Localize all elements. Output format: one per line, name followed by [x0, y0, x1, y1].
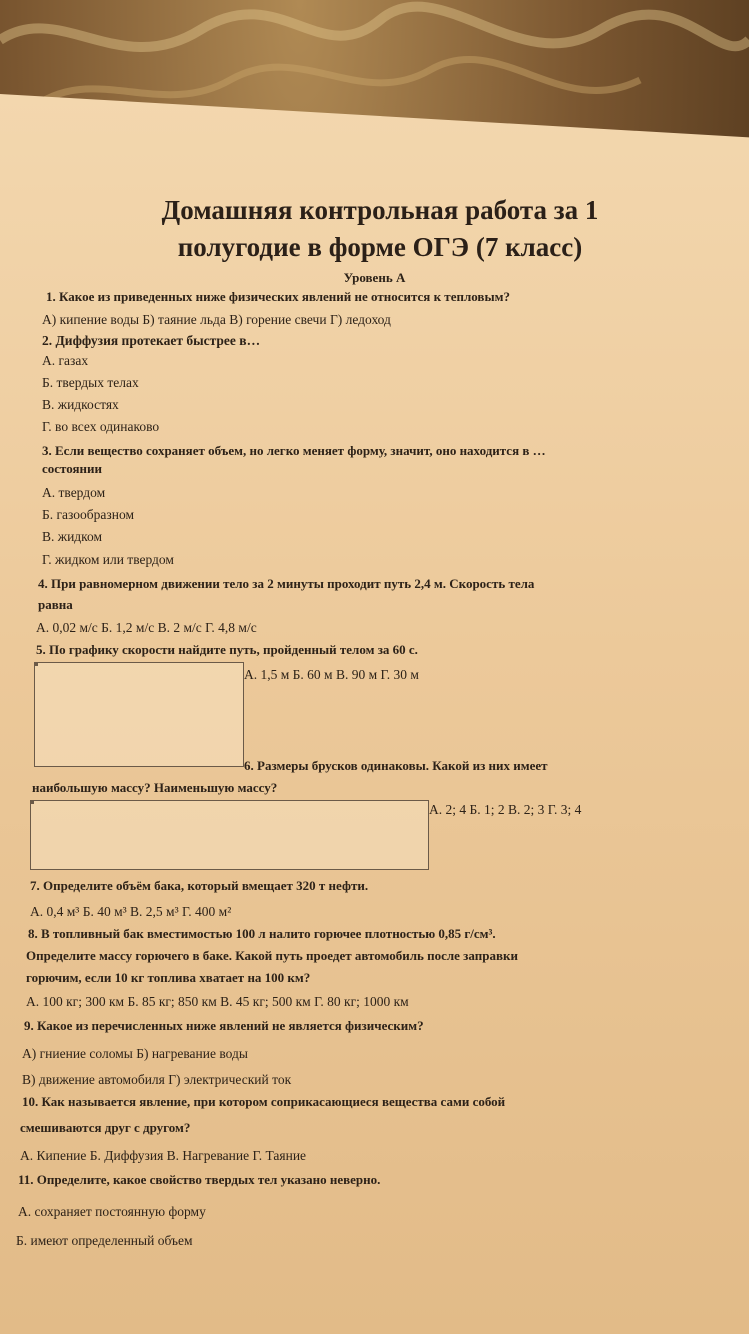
question-6-options: А. 2; 4 Б. 1; 2 В. 2; 3 Г. 3; 4 — [429, 802, 582, 817]
question-4-line1: 4. При равномерном движении тело за 2 минуты проходит путь 2,4 м. Скорость тела — [38, 576, 535, 591]
question-10-line2: смешиваются друг с другом? — [20, 1120, 191, 1135]
question-2-option-d: Г. во всех одинаково — [42, 419, 160, 434]
level-heading: Уровень А — [343, 270, 406, 285]
question-3-option-d: Г. жидком или твердом — [42, 552, 174, 567]
question-3-option-c: В. жидком — [42, 529, 103, 544]
question-11-option-b: Б. имеют определенный объем — [16, 1233, 193, 1248]
page-title-line1: Домашняя контрольная работа за 1 — [161, 195, 599, 225]
question-3-line1: 3. Если вещество сохраняет объем, но легко меняет форму, значит, оно находится в … — [42, 443, 546, 458]
question-1-options: А) кипение воды Б) таяние льда В) горение свечи Г) ледоход — [42, 312, 391, 327]
question-2: 2. Диффузия протекает быстрее в… — [42, 333, 261, 348]
image-anchor-marker — [34, 662, 38, 666]
question-9-options-line2: В) движение автомобиля Г) электрический ток — [22, 1072, 292, 1087]
question-6-line2: наибольшую массу? Наименьшую массу? — [32, 780, 278, 795]
question-8-line1: 8. В топливный бак вместимостью 100 л налито горючее плотностью 0,85 г/см³. — [28, 926, 496, 941]
question-2-option-b: Б. твердых телах — [42, 375, 139, 390]
question-7: 7. Определите объём бака, который вмещает 320 т нефти. — [30, 878, 369, 893]
question-11: 11. Определите, какое свойство твердых тел указано неверно. — [18, 1172, 381, 1187]
question-11-option-a: А. сохраняет постоянную форму — [18, 1204, 206, 1219]
question-1: 1. Какое из приведенных ниже физических явлений не относится к тепловым? — [46, 289, 510, 304]
question-9-options-line1: А) гниение соломы Б) нагревание воды — [22, 1046, 248, 1061]
question-4-options: А. 0,02 м/с Б. 1,2 м/с В. 2 м/с Г. 4,8 м/с — [36, 620, 257, 635]
question-3-line2: состоянии — [42, 461, 103, 476]
question-8-options: А. 100 кг; 300 км Б. 85 кг; 850 км В. 45 кг; 500 км Г. 80 кг; 1000 км — [26, 994, 409, 1009]
image-anchor-marker — [30, 800, 34, 804]
blocks-image-placeholder — [30, 800, 429, 870]
question-5: 5. По графику скорости найдите путь, пройденный телом за 60 с. — [36, 642, 418, 657]
question-9: 9. Какое из перечисленных ниже явлений не является физическим? — [24, 1018, 424, 1033]
question-4-line2: равна — [38, 597, 73, 612]
question-2-option-c: В. жидкостях — [42, 397, 119, 412]
question-8-line2: Определите массу горючего в баке. Какой путь проедет автомобиль после заправки — [26, 948, 518, 963]
page-title-line2: полугодие в форме ОГЭ (7 класс) — [177, 232, 583, 262]
question-3-option-b: Б. газообразном — [42, 507, 134, 522]
question-6-line1: 6. Размеры брусков одинаковы. Какой из них имеет — [244, 758, 548, 773]
question-2-option-a: А. газах — [42, 353, 89, 368]
velocity-graph-image-placeholder — [34, 662, 244, 767]
question-7-options: А. 0,4 м³ Б. 40 м³ В. 2,5 м³ Г. 400 м² — [30, 904, 232, 919]
question-10-options: А. Кипение Б. Диффузия В. Нагревание Г. Таяние — [20, 1148, 307, 1163]
question-3-option-a: А. твердом — [42, 485, 106, 500]
question-8-line3: горючим, если 10 кг топлива хватает на 100 км? — [26, 970, 311, 985]
question-5-options: А. 1,5 м Б. 60 м В. 90 м Г. 30 м — [244, 667, 419, 682]
question-10-line1: 10. Как называется явление, при котором соприкасающиеся вещества сами собой — [22, 1094, 506, 1109]
